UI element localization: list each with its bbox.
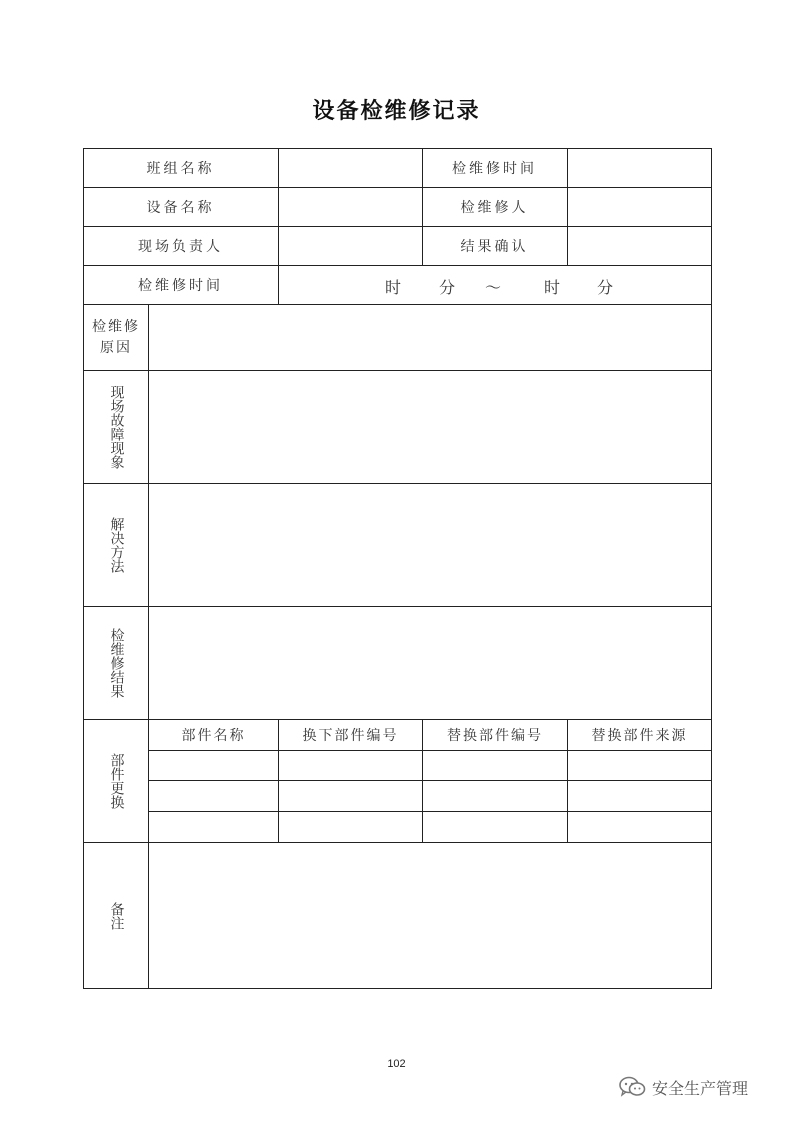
table-border-bottom <box>83 988 712 989</box>
remarks-label: 备注 <box>108 901 125 930</box>
parts-cell[interactable] <box>279 751 422 780</box>
result-confirm-label: 结果确认 <box>460 238 529 255</box>
maintenance-time-label: 检维修时间 <box>452 160 537 177</box>
start-minute-unit: 分 <box>439 277 456 297</box>
site-supervisor-field[interactable] <box>279 227 421 264</box>
result-label: 检维修结果 <box>108 628 125 698</box>
parts-cell[interactable] <box>149 781 278 811</box>
parts-cell[interactable] <box>149 751 278 780</box>
parts-label-cell <box>84 720 148 842</box>
table-border-right <box>711 148 712 989</box>
parts-cell[interactable] <box>149 812 278 842</box>
maintenance-period-field[interactable] <box>279 266 711 303</box>
end-minute-unit: 分 <box>597 277 614 297</box>
site-supervisor-label: 现场负责人 <box>138 238 223 255</box>
maintenance-period-label: 检维修时间 <box>138 277 223 294</box>
watermark-text: 安全生产管理 <box>652 1078 749 1098</box>
parts-col-header: 替换部件来源 <box>591 728 688 744</box>
page-number: 102 <box>387 1058 406 1070</box>
parts-cell[interactable] <box>423 812 567 842</box>
maintenance-time-field[interactable] <box>568 149 710 186</box>
form-title: 设备检维修记录 <box>312 98 481 124</box>
parts-col-header: 换下部件编号 <box>302 728 399 744</box>
start-hour-unit: 时 <box>385 277 402 297</box>
parts-label: 部件更换 <box>108 753 125 809</box>
result-label-cell <box>84 607 148 719</box>
range-tilde: ～ <box>485 277 502 297</box>
parts-cell[interactable] <box>423 751 567 780</box>
result-field[interactable] <box>149 607 711 719</box>
parts-col-header: 替换部件编号 <box>447 728 543 744</box>
watermark <box>618 1075 748 1099</box>
parts-cell[interactable] <box>568 751 711 780</box>
reason-label: 检维修原因 <box>92 318 140 356</box>
parts-col-header: 部件名称 <box>181 728 246 744</box>
parts-cell[interactable] <box>568 812 711 842</box>
equipment-name-field[interactable] <box>279 188 421 225</box>
wechat-icon <box>618 1075 646 1099</box>
remarks-label-cell <box>84 843 148 988</box>
reason-field[interactable] <box>149 305 711 370</box>
solution-field[interactable] <box>149 484 711 606</box>
parts-cell[interactable] <box>279 812 422 842</box>
phenomenon-label: 现场故障现象 <box>108 385 125 469</box>
equipment-name-label: 设备名称 <box>146 199 215 216</box>
maintainer-label: 检维修人 <box>460 199 529 216</box>
parts-cell[interactable] <box>279 781 422 811</box>
phenomenon-label-cell <box>84 371 148 483</box>
maintenance-record-form <box>83 148 712 989</box>
team-name-label: 班组名称 <box>146 160 215 177</box>
phenomenon-field[interactable] <box>149 371 711 483</box>
solution-label: 解决方法 <box>108 517 125 573</box>
result-confirm-field[interactable] <box>568 227 710 264</box>
end-hour-unit: 时 <box>544 277 561 297</box>
remarks-field[interactable] <box>149 843 711 988</box>
solution-label-cell <box>84 484 148 606</box>
parts-cell[interactable] <box>423 781 567 811</box>
parts-cell[interactable] <box>568 781 711 811</box>
team-name-field[interactable] <box>279 149 421 186</box>
maintainer-field[interactable] <box>568 188 710 225</box>
